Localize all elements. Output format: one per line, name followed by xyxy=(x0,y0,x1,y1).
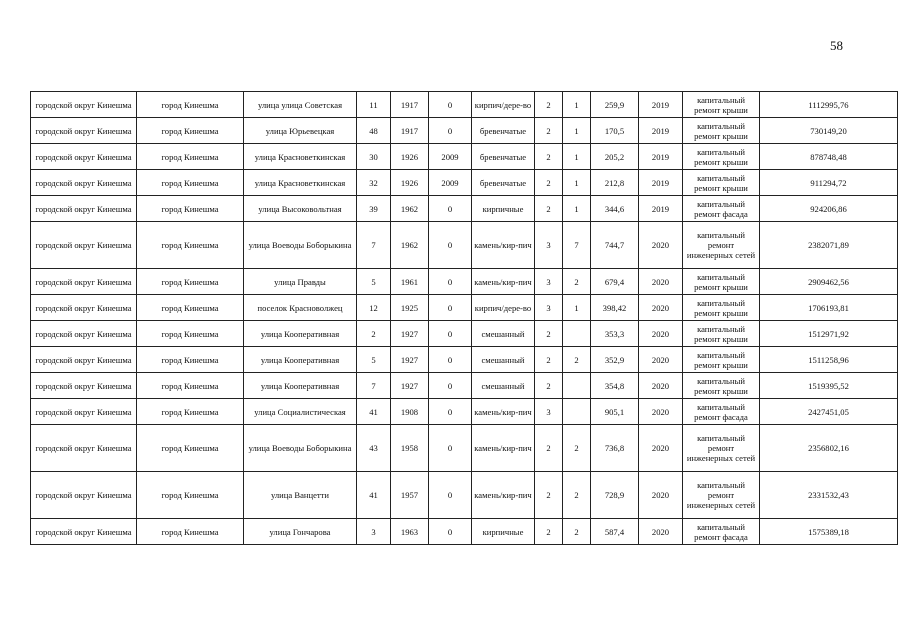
cell-entrances: 2 xyxy=(563,347,591,373)
cell-city: город Кинешма xyxy=(137,92,244,118)
cell-district: городской округ Кинешма xyxy=(31,399,137,425)
cell-street: улица улица Советская xyxy=(244,92,357,118)
cell-year: 2020 xyxy=(639,373,683,399)
cell-floors: 2 xyxy=(535,321,563,347)
table-row xyxy=(31,373,898,399)
cell-work: капитальный ремонт инженерных сетей xyxy=(683,222,760,269)
cell-district: городской округ Кинешма xyxy=(31,347,137,373)
cell-area: 344,6 xyxy=(591,196,639,222)
cell-city: город Кинешма xyxy=(137,472,244,519)
page-number: 58 xyxy=(830,38,843,53)
cell-street: улица Социалистическая xyxy=(244,399,357,425)
cell-house: 3 xyxy=(357,519,391,545)
cell-renovated: 0 xyxy=(429,519,472,545)
cell-city: город Кинешма xyxy=(137,222,244,269)
cell-city: город Кинешма xyxy=(137,144,244,170)
cell-district: городской округ Кинешма xyxy=(31,295,137,321)
cell-city: город Кинешма xyxy=(137,269,244,295)
cell-district: городской округ Кинешма xyxy=(31,472,137,519)
cell-cost: 1706193,81 xyxy=(760,295,898,321)
cell-year: 2019 xyxy=(639,196,683,222)
cell-entrances xyxy=(563,399,591,425)
cell-cost: 911294,72 xyxy=(760,170,898,196)
cell-house: 48 xyxy=(357,118,391,144)
cell-renovated: 0 xyxy=(429,472,472,519)
cell-work: капитальный ремонт крыши xyxy=(683,144,760,170)
cell-cost: 2909462,56 xyxy=(760,269,898,295)
cell-floors: 2 xyxy=(535,92,563,118)
cell-built: 1927 xyxy=(391,321,429,347)
cell-floors: 2 xyxy=(535,373,563,399)
cell-area: 212,8 xyxy=(591,170,639,196)
cell-renovated: 0 xyxy=(429,118,472,144)
cell-built: 1927 xyxy=(391,347,429,373)
cell-entrances xyxy=(563,373,591,399)
table-row xyxy=(31,92,898,118)
cell-entrances: 1 xyxy=(563,92,591,118)
cell-street: улица Кооперативная xyxy=(244,321,357,347)
cell-cost: 1575389,18 xyxy=(760,519,898,545)
cell-work: капитальный ремонт крыши xyxy=(683,347,760,373)
cell-house: 30 xyxy=(357,144,391,170)
cell-renovated: 0 xyxy=(429,196,472,222)
cell-street: улица Гончарова xyxy=(244,519,357,545)
cell-entrances: 1 xyxy=(563,170,591,196)
cell-house: 41 xyxy=(357,399,391,425)
cell-area: 398,42 xyxy=(591,295,639,321)
table-row xyxy=(31,425,898,472)
cell-material: камень/кир-пич xyxy=(472,399,535,425)
cell-area: 170,5 xyxy=(591,118,639,144)
cell-material: смешанный xyxy=(472,347,535,373)
cell-street: улица Воеводы Боборыкина xyxy=(244,425,357,472)
cell-entrances: 2 xyxy=(563,269,591,295)
cell-material: смешанный xyxy=(472,373,535,399)
cell-year: 2020 xyxy=(639,347,683,373)
cell-cost: 1512971,92 xyxy=(760,321,898,347)
cell-material: бревенчатые xyxy=(472,144,535,170)
cell-renovated: 0 xyxy=(429,373,472,399)
cell-renovated: 0 xyxy=(429,425,472,472)
cell-district: городской округ Кинешма xyxy=(31,519,137,545)
cell-renovated: 0 xyxy=(429,399,472,425)
cell-renovated: 0 xyxy=(429,347,472,373)
cell-area: 259,9 xyxy=(591,92,639,118)
cell-year: 2020 xyxy=(639,425,683,472)
cell-area: 354,8 xyxy=(591,373,639,399)
cell-built: 1917 xyxy=(391,92,429,118)
cell-renovated: 0 xyxy=(429,92,472,118)
cell-built: 1957 xyxy=(391,472,429,519)
cell-year: 2019 xyxy=(639,118,683,144)
cell-city: город Кинешма xyxy=(137,196,244,222)
cell-house: 43 xyxy=(357,425,391,472)
table-row xyxy=(31,144,898,170)
cell-entrances: 2 xyxy=(563,425,591,472)
cell-cost: 1511258,96 xyxy=(760,347,898,373)
cell-material: кирпич/дере-во xyxy=(472,295,535,321)
cell-material: кирпич/дере-во xyxy=(472,92,535,118)
cell-material: камень/кир-пич xyxy=(472,425,535,472)
cell-work: капитальный ремонт крыши xyxy=(683,92,760,118)
cell-floors: 2 xyxy=(535,347,563,373)
cell-year: 2019 xyxy=(639,92,683,118)
cell-year: 2020 xyxy=(639,472,683,519)
cell-year: 2020 xyxy=(639,222,683,269)
cell-district: городской округ Кинешма xyxy=(31,196,137,222)
cell-city: город Кинешма xyxy=(137,519,244,545)
cell-renovated: 0 xyxy=(429,269,472,295)
cell-cost: 924206,86 xyxy=(760,196,898,222)
cell-house: 32 xyxy=(357,170,391,196)
cell-cost: 2382071,89 xyxy=(760,222,898,269)
cell-year: 2020 xyxy=(639,399,683,425)
cell-built: 1926 xyxy=(391,170,429,196)
cell-work: капитальный ремонт инженерных сетей xyxy=(683,472,760,519)
table-row xyxy=(31,118,898,144)
cell-built: 1917 xyxy=(391,118,429,144)
cell-material: камень/кир-пич xyxy=(472,222,535,269)
cell-area: 728,9 xyxy=(591,472,639,519)
cell-built: 1908 xyxy=(391,399,429,425)
cell-floors: 2 xyxy=(535,425,563,472)
table-row xyxy=(31,321,898,347)
cell-district: городской округ Кинешма xyxy=(31,144,137,170)
cell-entrances: 1 xyxy=(563,144,591,170)
cell-year: 2020 xyxy=(639,519,683,545)
cell-street: улица Ванцетти xyxy=(244,472,357,519)
cell-cost: 1112995,76 xyxy=(760,92,898,118)
cell-area: 679,4 xyxy=(591,269,639,295)
table-row xyxy=(31,222,898,269)
cell-street: улица Кооперативная xyxy=(244,373,357,399)
housing-repair-table xyxy=(30,91,898,545)
cell-floors: 2 xyxy=(535,170,563,196)
cell-work: капитальный ремонт крыши xyxy=(683,170,760,196)
cell-material: бревенчатые xyxy=(472,118,535,144)
table-row xyxy=(31,170,898,196)
cell-floors: 2 xyxy=(535,196,563,222)
cell-entrances: 2 xyxy=(563,472,591,519)
cell-floors: 2 xyxy=(535,144,563,170)
cell-built: 1927 xyxy=(391,373,429,399)
cell-city: город Кинешма xyxy=(137,425,244,472)
cell-floors: 3 xyxy=(535,222,563,269)
cell-cost: 878748,48 xyxy=(760,144,898,170)
cell-work: капитальный ремонт инженерных сетей xyxy=(683,425,760,472)
cell-house: 7 xyxy=(357,222,391,269)
table-row xyxy=(31,196,898,222)
cell-year: 2020 xyxy=(639,295,683,321)
cell-year: 2019 xyxy=(639,170,683,196)
cell-work: капитальный ремонт крыши xyxy=(683,373,760,399)
cell-floors: 3 xyxy=(535,295,563,321)
cell-area: 353,3 xyxy=(591,321,639,347)
cell-material: кирпичные xyxy=(472,519,535,545)
cell-work: капитальный ремонт крыши xyxy=(683,321,760,347)
cell-street: улица Юрьевецкая xyxy=(244,118,357,144)
cell-district: городской округ Кинешма xyxy=(31,118,137,144)
cell-work: капитальный ремонт крыши xyxy=(683,269,760,295)
cell-area: 736,8 xyxy=(591,425,639,472)
cell-entrances: 7 xyxy=(563,222,591,269)
cell-work: капитальный ремонт фасада xyxy=(683,196,760,222)
cell-street: улица Высоковольтная xyxy=(244,196,357,222)
cell-entrances: 2 xyxy=(563,519,591,545)
cell-district: городской округ Кинешма xyxy=(31,92,137,118)
cell-cost: 2331532,43 xyxy=(760,472,898,519)
cell-house: 5 xyxy=(357,347,391,373)
cell-city: город Кинешма xyxy=(137,321,244,347)
cell-built: 1961 xyxy=(391,269,429,295)
cell-city: город Кинешма xyxy=(137,373,244,399)
cell-house: 12 xyxy=(357,295,391,321)
cell-street: улица Красноветкинская xyxy=(244,144,357,170)
table-row xyxy=(31,295,898,321)
cell-material: кирпичные xyxy=(472,196,535,222)
cell-city: город Кинешма xyxy=(137,347,244,373)
cell-street: поселок Красноволжец xyxy=(244,295,357,321)
cell-house: 39 xyxy=(357,196,391,222)
cell-cost: 2427451,05 xyxy=(760,399,898,425)
cell-renovated: 0 xyxy=(429,295,472,321)
table-row xyxy=(31,399,898,425)
cell-built: 1962 xyxy=(391,222,429,269)
cell-area: 587,4 xyxy=(591,519,639,545)
cell-material: бревенчатые xyxy=(472,170,535,196)
cell-house: 2 xyxy=(357,321,391,347)
cell-cost: 730149,20 xyxy=(760,118,898,144)
cell-renovated: 2009 xyxy=(429,144,472,170)
cell-street: улица Кооперативная xyxy=(244,347,357,373)
cell-house: 5 xyxy=(357,269,391,295)
cell-district: городской округ Кинешма xyxy=(31,425,137,472)
cell-work: капитальный ремонт фасада xyxy=(683,399,760,425)
table-row xyxy=(31,347,898,373)
cell-district: городской округ Кинешма xyxy=(31,321,137,347)
cell-cost: 2356802,16 xyxy=(760,425,898,472)
cell-district: городской округ Кинешма xyxy=(31,222,137,269)
cell-year: 2020 xyxy=(639,269,683,295)
cell-city: город Кинешма xyxy=(137,295,244,321)
cell-area: 352,9 xyxy=(591,347,639,373)
cell-floors: 2 xyxy=(535,472,563,519)
cell-house: 41 xyxy=(357,472,391,519)
cell-street: улица Правды xyxy=(244,269,357,295)
cell-material: камень/кир-пич xyxy=(472,269,535,295)
cell-entrances: 1 xyxy=(563,295,591,321)
cell-built: 1958 xyxy=(391,425,429,472)
cell-work: капитальный ремонт крыши xyxy=(683,295,760,321)
cell-city: город Кинешма xyxy=(137,118,244,144)
cell-built: 1963 xyxy=(391,519,429,545)
cell-district: городской округ Кинешма xyxy=(31,269,137,295)
cell-area: 205,2 xyxy=(591,144,639,170)
cell-house: 11 xyxy=(357,92,391,118)
cell-floors: 3 xyxy=(535,269,563,295)
cell-floors: 2 xyxy=(535,519,563,545)
cell-material: камень/кир-пич xyxy=(472,472,535,519)
cell-built: 1925 xyxy=(391,295,429,321)
table-row xyxy=(31,519,898,545)
cell-house: 7 xyxy=(357,373,391,399)
cell-year: 2019 xyxy=(639,144,683,170)
cell-floors: 2 xyxy=(535,118,563,144)
cell-material: смешанный xyxy=(472,321,535,347)
cell-cost: 1519395,52 xyxy=(760,373,898,399)
cell-built: 1962 xyxy=(391,196,429,222)
cell-floors: 3 xyxy=(535,399,563,425)
cell-work: капитальный ремонт крыши xyxy=(683,118,760,144)
cell-entrances: 1 xyxy=(563,196,591,222)
cell-entrances xyxy=(563,321,591,347)
cell-city: город Кинешма xyxy=(137,399,244,425)
cell-renovated: 2009 xyxy=(429,170,472,196)
cell-renovated: 0 xyxy=(429,321,472,347)
cell-year: 2020 xyxy=(639,321,683,347)
cell-street: улица Воеводы Боборыкина xyxy=(244,222,357,269)
cell-built: 1926 xyxy=(391,144,429,170)
cell-district: городской округ Кинешма xyxy=(31,373,137,399)
cell-area: 744,7 xyxy=(591,222,639,269)
table-row xyxy=(31,472,898,519)
cell-city: город Кинешма xyxy=(137,170,244,196)
cell-work: капитальный ремонт фасада xyxy=(683,519,760,545)
cell-street: улица Красноветкинская xyxy=(244,170,357,196)
table-row xyxy=(31,269,898,295)
cell-entrances: 1 xyxy=(563,118,591,144)
cell-district: городской округ Кинешма xyxy=(31,170,137,196)
cell-renovated: 0 xyxy=(429,222,472,269)
cell-area: 905,1 xyxy=(591,399,639,425)
